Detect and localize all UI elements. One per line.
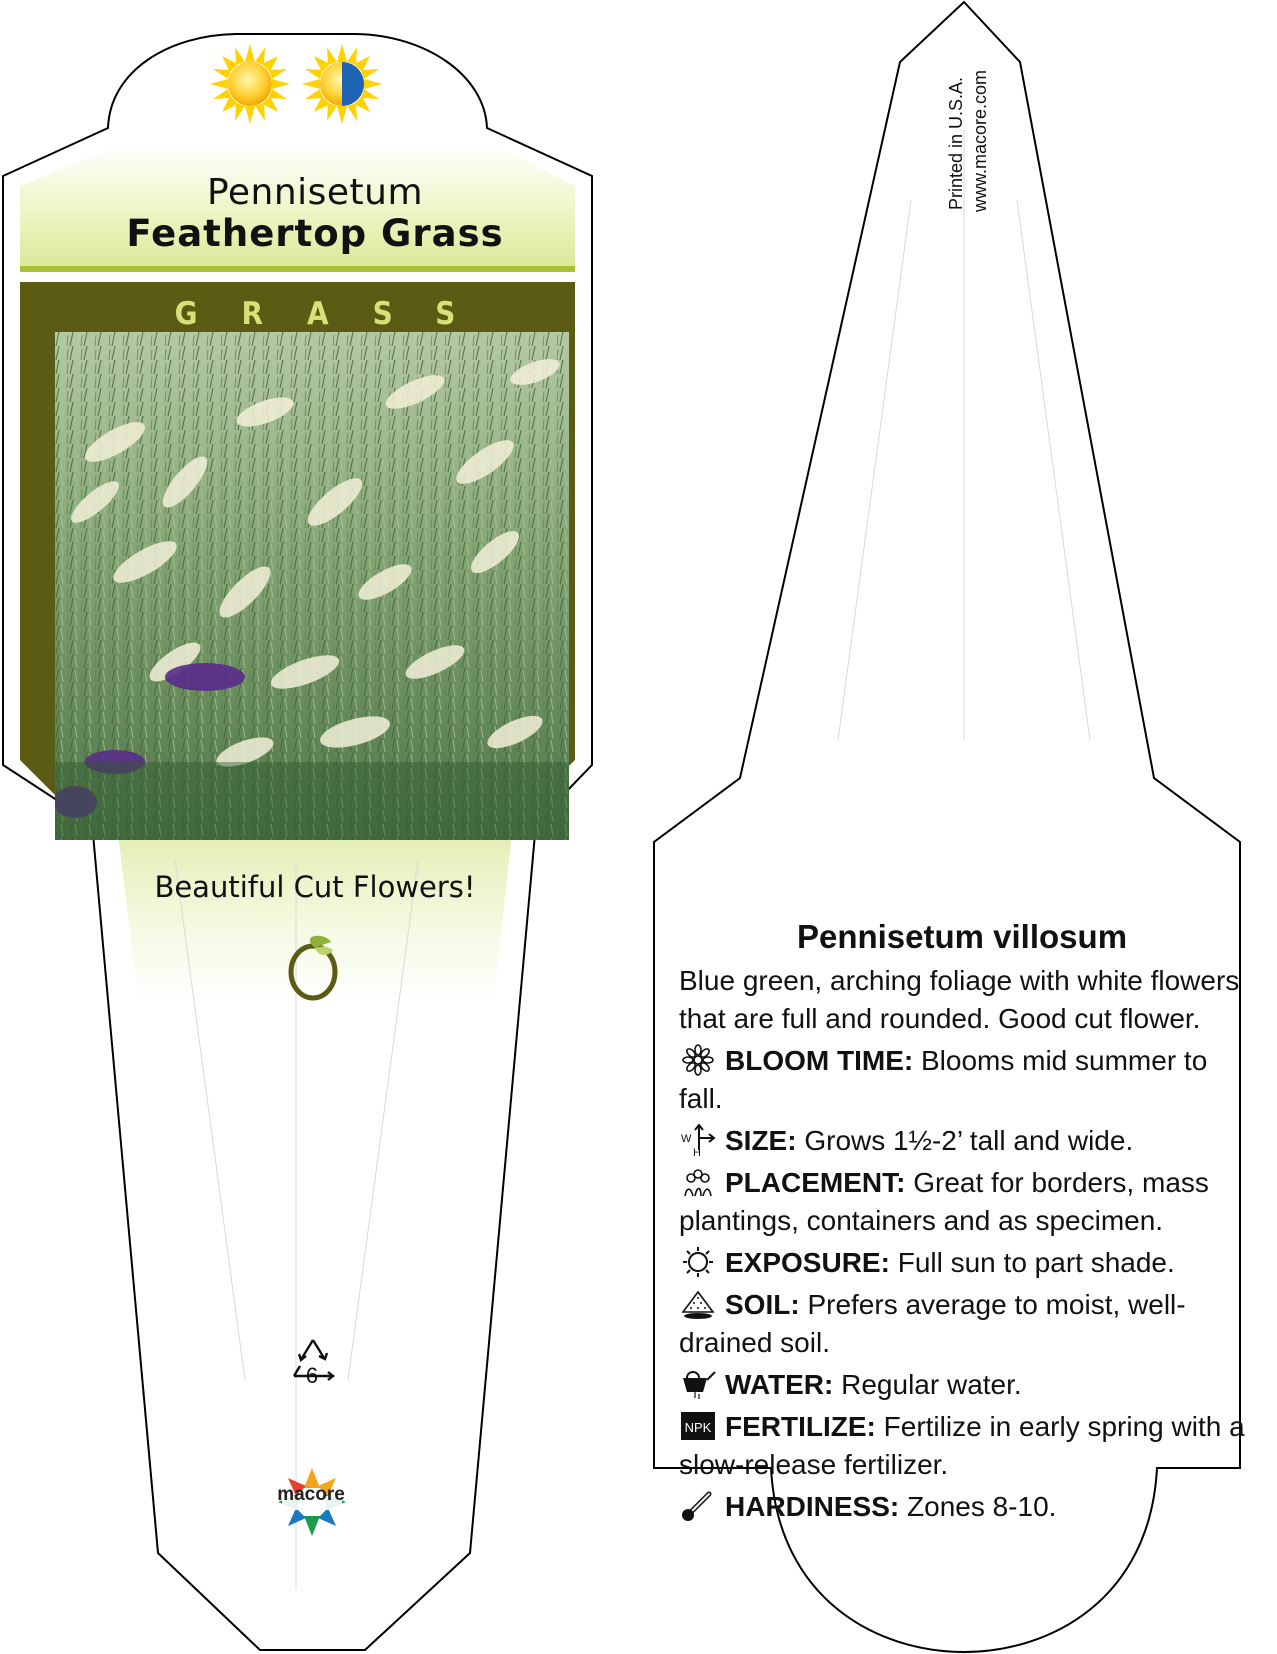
water-row: [679, 1366, 1245, 1404]
care-info: [679, 918, 1245, 1526]
placement-text: Great for borders, mass plantings, containers and as specimen.: [679, 1167, 1209, 1236]
printed-in-usa: Printed in U.S.A.: [946, 76, 966, 210]
sun-outline-icon: [679, 1246, 717, 1278]
description: Blue green, arching foliage with white flowers that are full and rounded. Good cut flower.: [679, 965, 1240, 1034]
size-icon-h: H: [693, 1147, 701, 1156]
dimensions-icon: [679, 1124, 717, 1156]
soil-pile-icon: [679, 1288, 717, 1320]
size-icon-w: W: [681, 1133, 692, 1145]
exposure-text: Full sun to part shade.: [889, 1247, 1175, 1278]
placement-row: [679, 1164, 1245, 1240]
recycle-number: 6: [305, 1363, 319, 1388]
bloom-time-row: [679, 1042, 1245, 1118]
botanical-name: Pennisetum villosum: [796, 918, 1128, 955]
flower-icon: [679, 1044, 717, 1076]
size-label: SIZE:: [725, 1125, 797, 1156]
placement-label: PLACEMENT:: [725, 1167, 906, 1198]
thermometer-icon: [679, 1490, 717, 1522]
fertilizer-bag-icon: [679, 1410, 717, 1442]
website: www.macore.com: [970, 69, 990, 212]
common-name: Feathertop Grass: [126, 212, 504, 255]
brand-name: macore: [277, 1484, 345, 1505]
water-text: Regular water.: [833, 1369, 1022, 1400]
watering-can-icon: [679, 1368, 717, 1400]
exposure-label: EXPOSURE:: [725, 1247, 890, 1278]
hardiness-row: [679, 1488, 1245, 1526]
flower-bed-icon: [679, 1166, 717, 1198]
water-label: WATER:: [725, 1369, 834, 1400]
fertilize-text: Fertilize in early spring with a slow-release fertilizer.: [679, 1411, 1245, 1480]
exposure-row: [679, 1244, 1245, 1282]
fertilize-label: FERTILIZE:: [725, 1411, 876, 1442]
fertilize-row: [679, 1408, 1245, 1484]
npk-text: NPK: [684, 1420, 712, 1435]
hardiness-text: Zones 8-10.: [899, 1491, 1057, 1522]
soil-label: SOIL:: [725, 1289, 800, 1320]
soil-text: Prefers average to moist, well-drained soil.: [679, 1289, 1186, 1358]
hardiness-label: HARDINESS:: [725, 1491, 900, 1522]
genus-name: Pennisetum: [206, 172, 424, 213]
bloom-time-text: Blooms mid summer to fall.: [679, 1045, 1208, 1114]
bloom-time-label: BLOOM TIME:: [725, 1045, 914, 1076]
tagline: Beautiful Cut Flowers!: [154, 870, 476, 904]
category-label: GRASS: [174, 296, 500, 332]
soil-row: [679, 1286, 1245, 1362]
size-text: Grows 1½-2’ tall and wide.: [796, 1125, 1134, 1156]
size-row: [679, 1122, 1245, 1160]
